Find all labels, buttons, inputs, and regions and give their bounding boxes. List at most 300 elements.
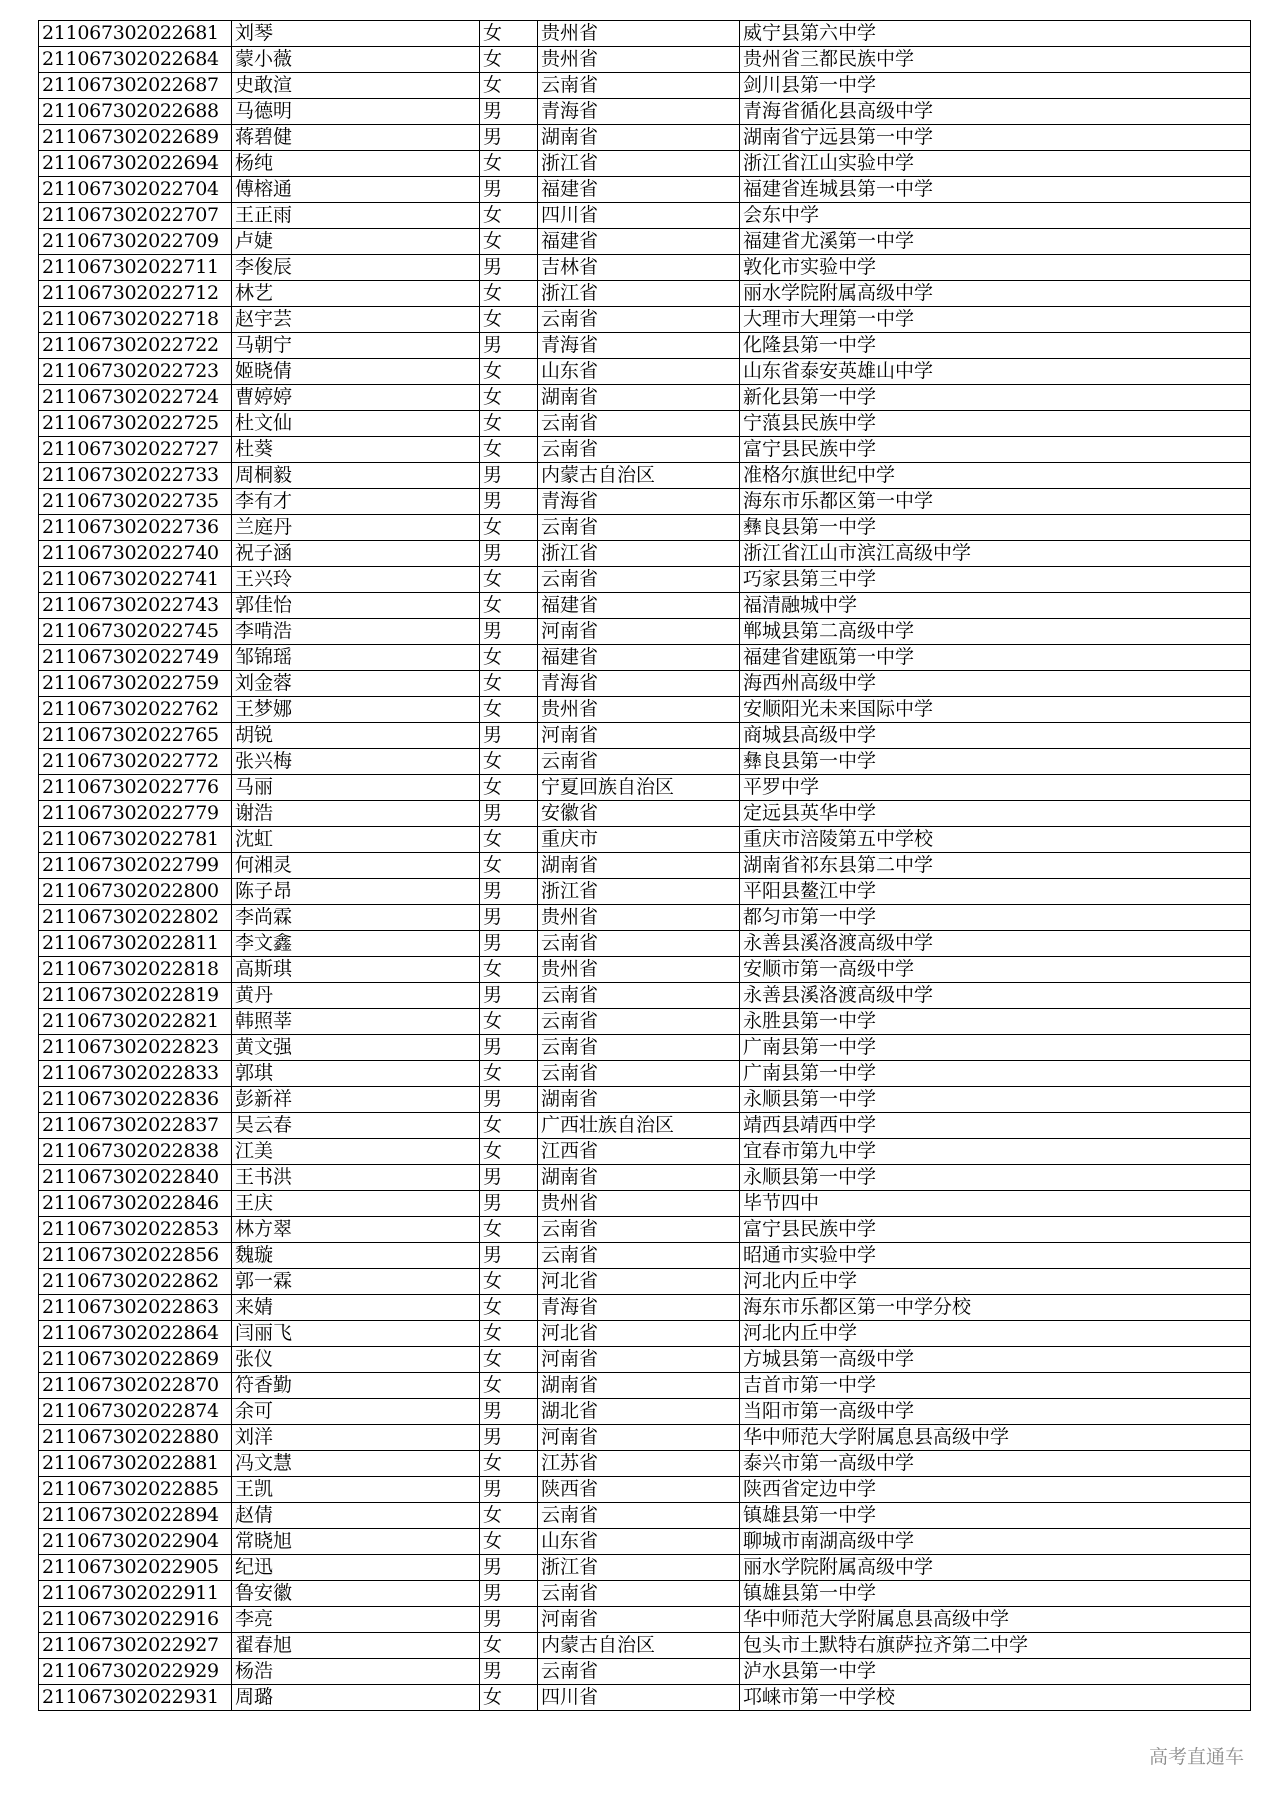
- gender-cell: 男: [480, 1165, 538, 1191]
- province-cell: 福建省: [538, 645, 740, 671]
- exam-id-cell: 211067302022736: [39, 515, 232, 541]
- province-cell: 湖北省: [538, 1399, 740, 1425]
- table-row: [39, 515, 1251, 541]
- name-cell: 陈子昂: [232, 879, 480, 905]
- exam-id-cell: 211067302022722: [39, 333, 232, 359]
- name-cell: 马德明: [232, 99, 480, 125]
- table-row: [39, 1503, 1251, 1529]
- exam-id-cell: 211067302022772: [39, 749, 232, 775]
- gender-cell: 男: [480, 619, 538, 645]
- name-cell: 沈虹: [232, 827, 480, 853]
- gender-cell: 女: [480, 281, 538, 307]
- table-row: [39, 1399, 1251, 1425]
- table-row: [39, 1243, 1251, 1269]
- admission-list-table: [38, 20, 1251, 1711]
- province-cell: 云南省: [538, 307, 740, 333]
- gender-cell: 女: [480, 47, 538, 73]
- school-cell: 泰兴市第一高级中学: [740, 1451, 1251, 1477]
- name-cell: 黄文强: [232, 1035, 480, 1061]
- table-row: [39, 1425, 1251, 1451]
- exam-id-cell: 211067302022864: [39, 1321, 232, 1347]
- school-cell: 都匀市第一中学: [740, 905, 1251, 931]
- exam-id-cell: 211067302022799: [39, 853, 232, 879]
- gender-cell: 男: [480, 1659, 538, 1685]
- exam-id-cell: 211067302022931: [39, 1685, 232, 1711]
- name-cell: 马朝宁: [232, 333, 480, 359]
- province-cell: 云南省: [538, 749, 740, 775]
- gender-cell: 女: [480, 827, 538, 853]
- school-cell: 广南县第一中学: [740, 1035, 1251, 1061]
- exam-id-cell: 211067302022811: [39, 931, 232, 957]
- province-cell: 宁夏回族自治区: [538, 775, 740, 801]
- school-cell: 富宁县民族中学: [740, 437, 1251, 463]
- name-cell: 王梦娜: [232, 697, 480, 723]
- province-cell: 山东省: [538, 1529, 740, 1555]
- name-cell: 常晓旭: [232, 1529, 480, 1555]
- exam-id-cell: 211067302022837: [39, 1113, 232, 1139]
- name-cell: 余可: [232, 1399, 480, 1425]
- school-cell: 华中师范大学附属息县高级中学: [740, 1425, 1251, 1451]
- school-cell: 湖南省宁远县第一中学: [740, 125, 1251, 151]
- school-cell: 宜春市第九中学: [740, 1139, 1251, 1165]
- province-cell: 河南省: [538, 619, 740, 645]
- gender-cell: 女: [480, 853, 538, 879]
- school-cell: 宁蒗县民族中学: [740, 411, 1251, 437]
- province-cell: 贵州省: [538, 905, 740, 931]
- gender-cell: 女: [480, 1503, 538, 1529]
- province-cell: 江苏省: [538, 1451, 740, 1477]
- school-cell: 永顺县第一中学: [740, 1087, 1251, 1113]
- exam-id-cell: 211067302022765: [39, 723, 232, 749]
- province-cell: 贵州省: [538, 697, 740, 723]
- name-cell: 胡锐: [232, 723, 480, 749]
- table-row: [39, 463, 1251, 489]
- school-cell: 彝良县第一中学: [740, 749, 1251, 775]
- table-row: [39, 333, 1251, 359]
- exam-id-cell: 211067302022740: [39, 541, 232, 567]
- exam-id-cell: 211067302022689: [39, 125, 232, 151]
- table-row: [39, 697, 1251, 723]
- gender-cell: 女: [480, 359, 538, 385]
- name-cell: 马丽: [232, 775, 480, 801]
- table-row: [39, 983, 1251, 1009]
- province-cell: 河南省: [538, 1607, 740, 1633]
- name-cell: 杜葵: [232, 437, 480, 463]
- exam-id-cell: 211067302022863: [39, 1295, 232, 1321]
- name-cell: 符香勤: [232, 1373, 480, 1399]
- table-row: [39, 905, 1251, 931]
- table-row: [39, 671, 1251, 697]
- exam-id-cell: 211067302022725: [39, 411, 232, 437]
- gender-cell: 女: [480, 21, 538, 47]
- table-row: [39, 593, 1251, 619]
- name-cell: 李文鑫: [232, 931, 480, 957]
- gender-cell: 女: [480, 697, 538, 723]
- school-cell: 大理市大理第一中学: [740, 307, 1251, 333]
- table-row: [39, 1035, 1251, 1061]
- name-cell: 刘金蓉: [232, 671, 480, 697]
- province-cell: 云南省: [538, 931, 740, 957]
- gender-cell: 女: [480, 775, 538, 801]
- table-row: [39, 489, 1251, 515]
- province-cell: 湖南省: [538, 1373, 740, 1399]
- table-row: [39, 1477, 1251, 1503]
- exam-id-cell: 211067302022776: [39, 775, 232, 801]
- school-cell: 丽水学院附属高级中学: [740, 281, 1251, 307]
- school-cell: 靖西县靖西中学: [740, 1113, 1251, 1139]
- school-cell: 青海省循化县高级中学: [740, 99, 1251, 125]
- table-row: [39, 541, 1251, 567]
- province-cell: 云南省: [538, 567, 740, 593]
- gender-cell: 男: [480, 1555, 538, 1581]
- exam-id-cell: 211067302022709: [39, 229, 232, 255]
- school-cell: 福建省建瓯第一中学: [740, 645, 1251, 671]
- gender-cell: 男: [480, 905, 538, 931]
- gender-cell: 女: [480, 1633, 538, 1659]
- province-cell: 云南省: [538, 73, 740, 99]
- table-row: [39, 723, 1251, 749]
- gender-cell: 女: [480, 1139, 538, 1165]
- table-row: [39, 775, 1251, 801]
- province-cell: 云南省: [538, 1243, 740, 1269]
- table-row: [39, 255, 1251, 281]
- exam-id-cell: 211067302022745: [39, 619, 232, 645]
- gender-cell: 男: [480, 463, 538, 489]
- name-cell: 杨浩: [232, 1659, 480, 1685]
- table-row: [39, 1321, 1251, 1347]
- school-cell: 永顺县第一中学: [740, 1165, 1251, 1191]
- name-cell: 鲁安徽: [232, 1581, 480, 1607]
- exam-id-cell: 211067302022862: [39, 1269, 232, 1295]
- table-row: [39, 1217, 1251, 1243]
- name-cell: 李啃浩: [232, 619, 480, 645]
- exam-id-cell: 211067302022743: [39, 593, 232, 619]
- gender-cell: 男: [480, 333, 538, 359]
- name-cell: 王庆: [232, 1191, 480, 1217]
- exam-id-cell: 211067302022929: [39, 1659, 232, 1685]
- province-cell: 贵州省: [538, 47, 740, 73]
- table-row: [39, 1165, 1251, 1191]
- province-cell: 贵州省: [538, 957, 740, 983]
- table-row: [39, 281, 1251, 307]
- table-row: [39, 1581, 1251, 1607]
- table-row: [39, 1061, 1251, 1087]
- table-row: [39, 1009, 1251, 1035]
- province-cell: 湖南省: [538, 1087, 740, 1113]
- gender-cell: 女: [480, 229, 538, 255]
- exam-id-cell: 211067302022688: [39, 99, 232, 125]
- province-cell: 贵州省: [538, 1191, 740, 1217]
- exam-id-cell: 211067302022846: [39, 1191, 232, 1217]
- table-row: [39, 1555, 1251, 1581]
- province-cell: 云南省: [538, 1503, 740, 1529]
- province-cell: 云南省: [538, 1009, 740, 1035]
- table-row: [39, 957, 1251, 983]
- province-cell: 贵州省: [538, 21, 740, 47]
- school-cell: 重庆市涪陵第五中学校: [740, 827, 1251, 853]
- exam-id-cell: 211067302022833: [39, 1061, 232, 1087]
- table-row: [39, 1529, 1251, 1555]
- exam-id-cell: 211067302022853: [39, 1217, 232, 1243]
- exam-id-cell: 211067302022733: [39, 463, 232, 489]
- school-cell: 巧家县第三中学: [740, 567, 1251, 593]
- name-cell: 林艺: [232, 281, 480, 307]
- gender-cell: 男: [480, 1581, 538, 1607]
- school-cell: 威宁县第六中学: [740, 21, 1251, 47]
- name-cell: 冯文慧: [232, 1451, 480, 1477]
- table-row: [39, 827, 1251, 853]
- name-cell: 李有才: [232, 489, 480, 515]
- name-cell: 韩照莘: [232, 1009, 480, 1035]
- name-cell: 王正雨: [232, 203, 480, 229]
- province-cell: 广西壮族自治区: [538, 1113, 740, 1139]
- exam-id-cell: 211067302022818: [39, 957, 232, 983]
- name-cell: 纪迅: [232, 1555, 480, 1581]
- name-cell: 江美: [232, 1139, 480, 1165]
- gender-cell: 男: [480, 1243, 538, 1269]
- table-body: [39, 21, 1251, 1711]
- school-cell: 镇雄县第一中学: [740, 1503, 1251, 1529]
- table-row: [39, 1191, 1251, 1217]
- name-cell: 高斯琪: [232, 957, 480, 983]
- school-cell: 广南县第一中学: [740, 1061, 1251, 1087]
- exam-id-cell: 211067302022681: [39, 21, 232, 47]
- table-row: [39, 177, 1251, 203]
- gender-cell: 女: [480, 1269, 538, 1295]
- province-cell: 河北省: [538, 1321, 740, 1347]
- gender-cell: 男: [480, 125, 538, 151]
- name-cell: 谢浩: [232, 801, 480, 827]
- gender-cell: 男: [480, 177, 538, 203]
- school-cell: 海东市乐都区第一中学: [740, 489, 1251, 515]
- name-cell: 蒋碧健: [232, 125, 480, 151]
- gender-cell: 男: [480, 1425, 538, 1451]
- name-cell: 李俊辰: [232, 255, 480, 281]
- gender-cell: 女: [480, 1451, 538, 1477]
- exam-id-cell: 211067302022727: [39, 437, 232, 463]
- table-row: [39, 307, 1251, 333]
- province-cell: 重庆市: [538, 827, 740, 853]
- province-cell: 河南省: [538, 1425, 740, 1451]
- name-cell: 王书洪: [232, 1165, 480, 1191]
- gender-cell: 女: [480, 203, 538, 229]
- exam-id-cell: 211067302022712: [39, 281, 232, 307]
- exam-id-cell: 211067302022911: [39, 1581, 232, 1607]
- school-cell: 永善县溪洛渡高级中学: [740, 983, 1251, 1009]
- school-cell: 当阳市第一高级中学: [740, 1399, 1251, 1425]
- province-cell: 浙江省: [538, 541, 740, 567]
- gender-cell: 男: [480, 1087, 538, 1113]
- province-cell: 云南省: [538, 1659, 740, 1685]
- school-cell: 邛崃市第一中学校: [740, 1685, 1251, 1711]
- school-cell: 聊城市南湖高级中学: [740, 1529, 1251, 1555]
- table-row: [39, 1347, 1251, 1373]
- exam-id-cell: 211067302022927: [39, 1633, 232, 1659]
- exam-id-cell: 211067302022870: [39, 1373, 232, 1399]
- province-cell: 内蒙古自治区: [538, 463, 740, 489]
- province-cell: 四川省: [538, 1685, 740, 1711]
- table-row: [39, 879, 1251, 905]
- table-row: [39, 1269, 1251, 1295]
- name-cell: 郭一霖: [232, 1269, 480, 1295]
- school-cell: 福建省尤溪第一中学: [740, 229, 1251, 255]
- gender-cell: 女: [480, 385, 538, 411]
- gender-cell: 女: [480, 749, 538, 775]
- table-row: [39, 749, 1251, 775]
- exam-id-cell: 211067302022741: [39, 567, 232, 593]
- exam-id-cell: 211067302022905: [39, 1555, 232, 1581]
- school-cell: 浙江省江山市滨江高级中学: [740, 541, 1251, 567]
- exam-id-cell: 211067302022694: [39, 151, 232, 177]
- exam-id-cell: 211067302022781: [39, 827, 232, 853]
- school-cell: 泸水县第一中学: [740, 1659, 1251, 1685]
- table-row: [39, 1607, 1251, 1633]
- name-cell: 郭佳怡: [232, 593, 480, 619]
- table-row: [39, 411, 1251, 437]
- exam-id-cell: 211067302022836: [39, 1087, 232, 1113]
- exam-id-cell: 211067302022802: [39, 905, 232, 931]
- name-cell: 王凯: [232, 1477, 480, 1503]
- table-row: [39, 359, 1251, 385]
- exam-id-cell: 211067302022711: [39, 255, 232, 281]
- school-cell: 华中师范大学附属息县高级中学: [740, 1607, 1251, 1633]
- table-row: [39, 21, 1251, 47]
- gender-cell: 男: [480, 255, 538, 281]
- table-row: [39, 125, 1251, 151]
- exam-id-cell: 211067302022707: [39, 203, 232, 229]
- province-cell: 河南省: [538, 723, 740, 749]
- province-cell: 福建省: [538, 177, 740, 203]
- table-row: [39, 47, 1251, 73]
- name-cell: 彭新祥: [232, 1087, 480, 1113]
- school-cell: 浙江省江山实验中学: [740, 151, 1251, 177]
- gender-cell: 女: [480, 671, 538, 697]
- table-row: [39, 1087, 1251, 1113]
- gender-cell: 女: [480, 411, 538, 437]
- gender-cell: 男: [480, 1477, 538, 1503]
- table-row: [39, 853, 1251, 879]
- name-cell: 史敢渲: [232, 73, 480, 99]
- school-cell: 昭通市实验中学: [740, 1243, 1251, 1269]
- province-cell: 福建省: [538, 593, 740, 619]
- school-cell: 镇雄县第一中学: [740, 1581, 1251, 1607]
- table-row: [39, 931, 1251, 957]
- exam-id-cell: 211067302022759: [39, 671, 232, 697]
- name-cell: 卢婕: [232, 229, 480, 255]
- province-cell: 山东省: [538, 359, 740, 385]
- name-cell: 吴云春: [232, 1113, 480, 1139]
- gender-cell: 男: [480, 1191, 538, 1217]
- table-row: [39, 203, 1251, 229]
- school-cell: 山东省泰安英雄山中学: [740, 359, 1251, 385]
- table-row: [39, 1659, 1251, 1685]
- gender-cell: 女: [480, 645, 538, 671]
- province-cell: 吉林省: [538, 255, 740, 281]
- name-cell: 来婧: [232, 1295, 480, 1321]
- province-cell: 安徽省: [538, 801, 740, 827]
- gender-cell: 男: [480, 99, 538, 125]
- province-cell: 浙江省: [538, 281, 740, 307]
- table-row: [39, 385, 1251, 411]
- name-cell: 张兴梅: [232, 749, 480, 775]
- province-cell: 陕西省: [538, 1477, 740, 1503]
- province-cell: 云南省: [538, 1581, 740, 1607]
- province-cell: 江西省: [538, 1139, 740, 1165]
- province-cell: 湖南省: [538, 385, 740, 411]
- gender-cell: 女: [480, 567, 538, 593]
- school-cell: 福清融城中学: [740, 593, 1251, 619]
- exam-id-cell: 211067302022800: [39, 879, 232, 905]
- province-cell: 青海省: [538, 671, 740, 697]
- table-row: [39, 437, 1251, 463]
- table-row: [39, 1373, 1251, 1399]
- school-cell: 平罗中学: [740, 775, 1251, 801]
- name-cell: 张仪: [232, 1347, 480, 1373]
- school-cell: 陕西省定边中学: [740, 1477, 1251, 1503]
- school-cell: 平阳县鳌江中学: [740, 879, 1251, 905]
- exam-id-cell: 211067302022723: [39, 359, 232, 385]
- exam-id-cell: 211067302022779: [39, 801, 232, 827]
- school-cell: 准格尔旗世纪中学: [740, 463, 1251, 489]
- school-cell: 湖南省祁东县第二中学: [740, 853, 1251, 879]
- exam-id-cell: 211067302022819: [39, 983, 232, 1009]
- gender-cell: 女: [480, 1217, 538, 1243]
- province-cell: 青海省: [538, 489, 740, 515]
- province-cell: 浙江省: [538, 151, 740, 177]
- school-cell: 郸城县第二高级中学: [740, 619, 1251, 645]
- school-cell: 河北内丘中学: [740, 1269, 1251, 1295]
- gender-cell: 女: [480, 1685, 538, 1711]
- name-cell: 姬晓倩: [232, 359, 480, 385]
- province-cell: 云南省: [538, 411, 740, 437]
- exam-id-cell: 211067302022916: [39, 1607, 232, 1633]
- exam-id-cell: 211067302022718: [39, 307, 232, 333]
- province-cell: 湖南省: [538, 125, 740, 151]
- gender-cell: 男: [480, 801, 538, 827]
- name-cell: 傅榕通: [232, 177, 480, 203]
- school-cell: 商城县高级中学: [740, 723, 1251, 749]
- name-cell: 周桐毅: [232, 463, 480, 489]
- exam-id-cell: 211067302022823: [39, 1035, 232, 1061]
- school-cell: 海西州高级中学: [740, 671, 1251, 697]
- table-row: [39, 1139, 1251, 1165]
- exam-id-cell: 211067302022885: [39, 1477, 232, 1503]
- province-cell: 云南省: [538, 1217, 740, 1243]
- name-cell: 周璐: [232, 1685, 480, 1711]
- exam-id-cell: 211067302022762: [39, 697, 232, 723]
- name-cell: 赵倩: [232, 1503, 480, 1529]
- gender-cell: 女: [480, 73, 538, 99]
- exam-id-cell: 211067302022821: [39, 1009, 232, 1035]
- watermark-text: 高考直通车: [1148, 1746, 1244, 1768]
- table-row: [39, 801, 1251, 827]
- province-cell: 湖南省: [538, 1165, 740, 1191]
- exam-id-cell: 211067302022735: [39, 489, 232, 515]
- name-cell: 何湘灵: [232, 853, 480, 879]
- school-cell: 安顺阳光未来国际中学: [740, 697, 1251, 723]
- name-cell: 祝子涵: [232, 541, 480, 567]
- name-cell: 杨纯: [232, 151, 480, 177]
- school-cell: 剑川县第一中学: [740, 73, 1251, 99]
- school-cell: 定远县英华中学: [740, 801, 1251, 827]
- name-cell: 郭琪: [232, 1061, 480, 1087]
- province-cell: 云南省: [538, 1061, 740, 1087]
- province-cell: 云南省: [538, 515, 740, 541]
- province-cell: 湖南省: [538, 853, 740, 879]
- exam-id-cell: 211067302022684: [39, 47, 232, 73]
- table-row: [39, 1685, 1251, 1711]
- table-row: [39, 619, 1251, 645]
